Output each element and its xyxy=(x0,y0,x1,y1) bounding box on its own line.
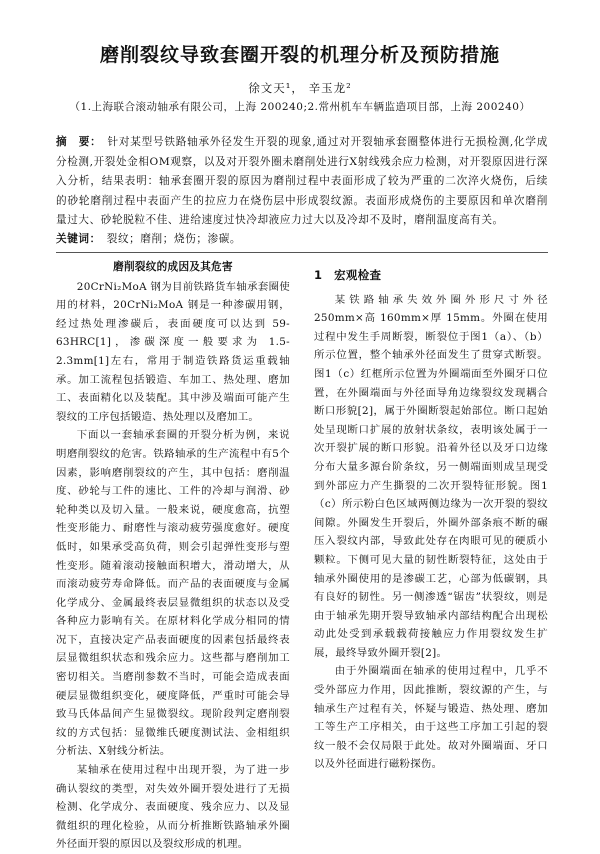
keywords xyxy=(56,231,548,246)
right-paragraph-1: 某铁路轴承失效外圈外形尺寸外径 250mm×高 160mm×厚 15mm。外圈在使用过程中发生手周断裂，断裂位于图1（a）、（b）所示位置，整个轴承外径面发生了贯穿式断裂。图1（c）红框所示位置为外圈端面至外圈牙口位置，在外圈端面与外径面导角边缘裂纹发现耦合断口形貌[2]，属于外圈断裂起始部位。断口起始处呈现断口扩展的放射状条纹，表明该处属于一次开裂扩展的断口形貌。沿着外径以及牙口边缘分布大量多源台阶条纹，另一侧端面则成呈现受到外部应力产生撕裂的二次开裂特征形貌。图1（c）所示粉白色区域两侧边缘为一次开裂的裂纹间隙。外圈发生开裂后，外圈外部条痕不断的碾压入裂纹内部，导致此处存在肉眼可见的硬质小颗粒。下侧可见大量的韧性断裂特征，这处由于轴承外圈使用的是渗碳工艺，心部为低碳钢，具有良好的韧性。另一侧渗透“锯齿”状裂纹，则是由于轴承先期开裂导致轴承内部结构配合出现松动此处受到承载载荷接触应力作用裂纹发生扩展，最终导致外圈开裂[2]。 xyxy=(314,293,548,659)
paper-title: 磨削裂纹导致套圈开裂的机理分析及预防措施 xyxy=(99,44,500,66)
left-paragraph-3: 某轴承在使用过程中出现开裂，为了进一步确认裂纹的类型，对失效外圈开裂处进行了无损检测、化学成分、表面硬度、残余应力、以及显微组织的理化检验，从而分析推断铁路轴承外圈外径面开裂的原因以及裂纹形成的机理。 xyxy=(56,764,290,851)
keywords-label: 关键词： xyxy=(56,233,101,245)
abstract-text: 针对某型号铁路轴承外径发生开裂的现象,通过对开裂轴承套圈整体进行无损检测,化学成分检测,开裂处金相OM观察，以及对开裂外圈未磨削处进行X射线残余应力检测，对开裂原因进行深入分析，结果表明：轴承套圈开裂的原因为磨削过程中表面形成了较为严重的二次淬火烧伤，后续的砂轮磨削过程中表面产生的拉应力在烧伤层中形成裂纹源。表面形成烧伤的主要原因和单次磨削量过大、砂轮脱粒不佳、进给速度过快冷却液应力过大以及冷却不及时，磨削温度高有关。 xyxy=(56,136,548,226)
affiliations: （1.上海联合滚动轴承有限公司，上海 200240;2.常州机车车辆监造项目部，上海 200240） xyxy=(69,101,531,113)
keywords-text: 裂纹；磨削；烧伤；渗碳。 xyxy=(106,233,242,245)
left-paragraph-2: 下面以一套轴承套圈的开裂分析为例，来说明磨削裂纹的危害。铁路轴承的生产流程中有5个因素，影响磨削裂纹的产生，其中包括：磨削温度、砂轮与工件的速比、工件的冷却与润滑、砂轮种类以及切入量。一般来说，硬度愈高，抗塑性变形能力、耐磨性与滚动疲劳强度愈好。硬度低时，如果承受高负荷，则会引起弹性变形与塑性变形。随着滚动接触面积增大，滑动增大，从而滚动疲劳寿命降低。而产品的表面硬度与金属化学成分、金属最终表层显微组织的状态以及受各种应力影响有关。在原材料化学成分相同的情况下，直接决定产品表面硬度的因素包括最终表层显微组织状态和残余应力。这些都与磨削加工密切相关。当磨削参数不当时，可能会造成表面硬层显微组织变化，硬度降低，严重时可能会导致马氏体晶间产生显微裂纹。现阶段判定磨削裂纹的方式包括：显微维氏硬度测试法、金相组织分析法、X射线分析法。 xyxy=(56,429,290,758)
left-column xyxy=(56,258,290,854)
right-column xyxy=(314,266,548,774)
right-paragraph-2: 由于外圈端面在轴承的使用过程中，几乎不受外部应力作用，因此推断，裂纹源的产生，与轴承生产过程有关，怀疑与锻造、热处理、磨加工等生产工序相关，由于这些工序加工引起的裂纹一般不会仅局限于此处。故对外圈端面、牙口以及外径面进行磁粉探伤。 xyxy=(314,665,548,771)
abstract xyxy=(56,133,548,231)
section-divider xyxy=(56,252,548,253)
section-heading-macro-inspection: 1 宏观检查 xyxy=(314,268,382,282)
authors: 徐文天¹， 辛玉龙² xyxy=(248,81,352,95)
left-column-heading: 磨削裂纹的成因及其危害 xyxy=(113,261,233,273)
abstract-label: 摘 要： xyxy=(56,136,102,148)
left-paragraph-1: 20CrNi₂MoA 钢为目前铁路货车轴承套圈使用的材料，20CrNi₂MoA 钢是一种渗碳用钢，经过热处理渗碳后，表面硬度可以达到 59-63HRC[1]，渗碳深度一般要求为 1.5-2.3mm[1]左右，常用于制造铁路货运重载轴承。加工流程包括锻造、车加工、热处理、磨加工、表面精化以及装配。其中涉及端面可能产生裂纹的工序包括锻造、热处理以及磨加工。 xyxy=(56,280,290,423)
